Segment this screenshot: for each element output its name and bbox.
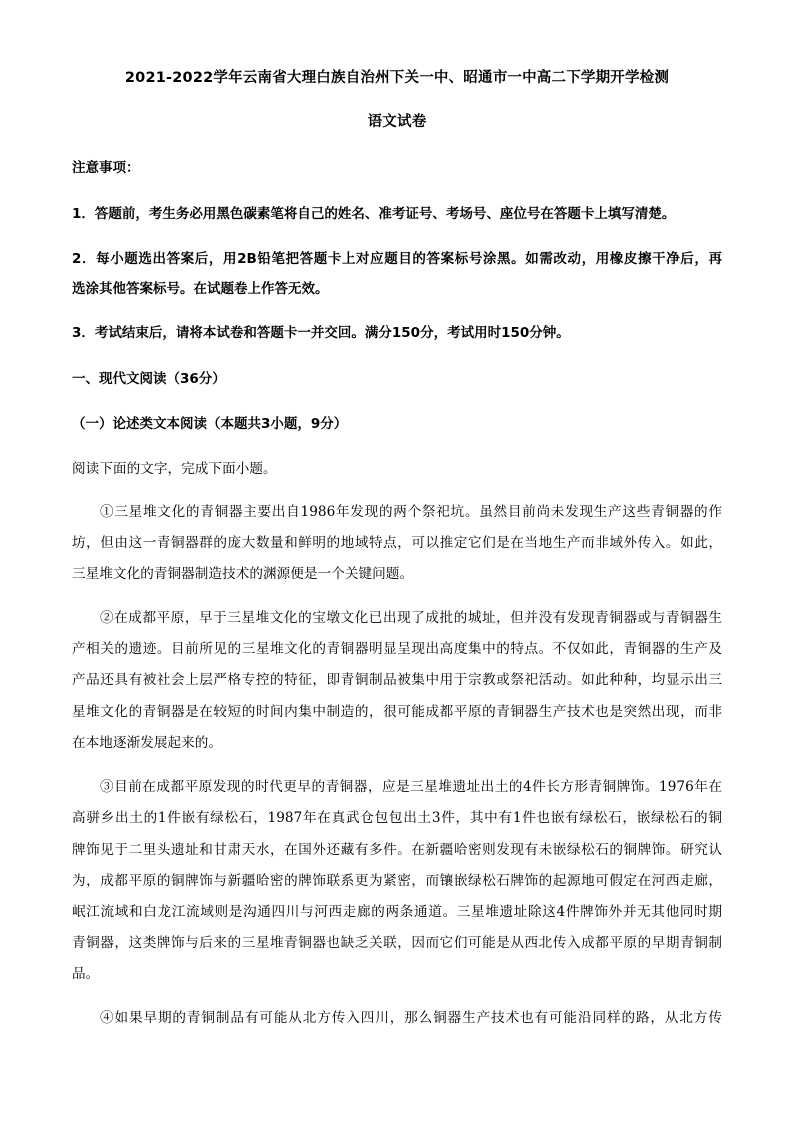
paragraph-1-line: 坊，但由这一青铜器群的庞大数量和鲜明的地域特点，可以推定它们是在当地生产而非域外传入。如此， xyxy=(72,535,722,551)
paragraph-3-line: 品。 xyxy=(72,966,100,982)
paragraph-2-line: 在本地逐渐发展起来的。 xyxy=(72,735,223,751)
notice-item-1: 1．答题前，考生务必用黑色碳素笔将自己的姓名、准考证号、考场号、座位号在答题卡上填写清楚。 xyxy=(72,206,676,222)
paragraph-3-line: 为，成都平原的铜牌饰与新疆哈密的牌饰联系更为紧密，而镶嵌绿松石牌饰的起源地可假定在河西走廊， xyxy=(72,873,722,889)
paragraph-2-line: 产相关的遗迹。目前所见的三星堆文化的青铜器明显呈现出高度集中的特点。不仅如此，青铜器的生产及 xyxy=(72,641,722,657)
paragraph-3-line: 高骈乡出土的1件嵌有绿松石，1987年在真武仓包包出土3件，其中有1件也嵌有绿松石，嵌绿松石的铜 xyxy=(72,810,722,826)
notice-item-3: 3．考试结束后，请将本试卷和答题卡一并交回。满分150分，考试用时150分钟。 xyxy=(72,325,570,341)
section-instruction: 阅读下面的文字，完成下面小题。 xyxy=(72,461,277,477)
notice-item-2-line-1: 2．每小题选出答案后，用2B铅笔把答题卡上对应题目的答案标号涂黑。如需改动，用橡皮擦干净后，再 xyxy=(72,251,722,267)
paragraph-4-line: ④如果早期的青铜制品有可能从北方传入四川，那么铜器生产技术也有可能沿同样的路，从北方传 xyxy=(100,1010,722,1026)
paragraph-3-line: ③目前在成都平原发现的时代更早的青铜器，应是三星堆遗址出土的4件长方形青铜牌饰。1976年在 xyxy=(100,779,722,795)
notice-heading: 注意事项： xyxy=(72,160,140,176)
paragraph-3-line: 青铜器，这类牌饰与后来的三星堆青铜器也缺乏关联，因而它们可能是从西北传入成都平原的早期青铜制 xyxy=(72,935,722,951)
paragraph-1-line: ①三星堆文化的青铜器主要出自1986年发现的两个祭祀坑。虽然目前尚未发现生产这些青铜器的作 xyxy=(100,504,722,520)
section-subheading: （一）论述类文本阅读（本题共3小题，9分） xyxy=(72,416,348,432)
paragraph-2-line: 星堆文化的青铜器是在较短的时间内集中制造的，很可能成都平原的青铜器生产技术也是突然出现，而非 xyxy=(72,704,722,720)
paragraph-3-line: 牌饰见于二里头遗址和甘肃天水，在国外还藏有多件。在新疆哈密则发现有未嵌绿松石的铜牌饰。研究认 xyxy=(72,842,722,858)
section-heading: 一、现代文阅读（36分） xyxy=(72,371,226,387)
paragraph-3-line: 岷江流域和白龙江流域则是沟通四川与河西走廊的两条通道。三星堆遗址除这4件牌饰外并无其他同时期 xyxy=(72,904,722,920)
paragraph-1-line: 三星堆文化的青铜器制造技术的渊源便是一个关键问题。 xyxy=(72,566,414,582)
paragraph-2-line: 产品还具有被社会上层严格专控的特征，即青铜制品被集中用于宗教或祭祀活动。如此种种，均显示出三 xyxy=(72,672,722,688)
document-subtitle: 语文试卷 xyxy=(367,114,427,130)
document-title: 2021-2022学年云南省大理白族自治州下关一中、昭通市一中高二下学期开学检测 xyxy=(124,70,670,86)
paragraph-2-line: ②在成都平原，早于三星堆文化的宝墩文化已出现了成批的城址，但并没有发现青铜器或与青铜器生 xyxy=(100,610,722,626)
notice-item-2-line-2: 选涂其他答案标号。在试题卷上作答无效。 xyxy=(72,281,329,297)
